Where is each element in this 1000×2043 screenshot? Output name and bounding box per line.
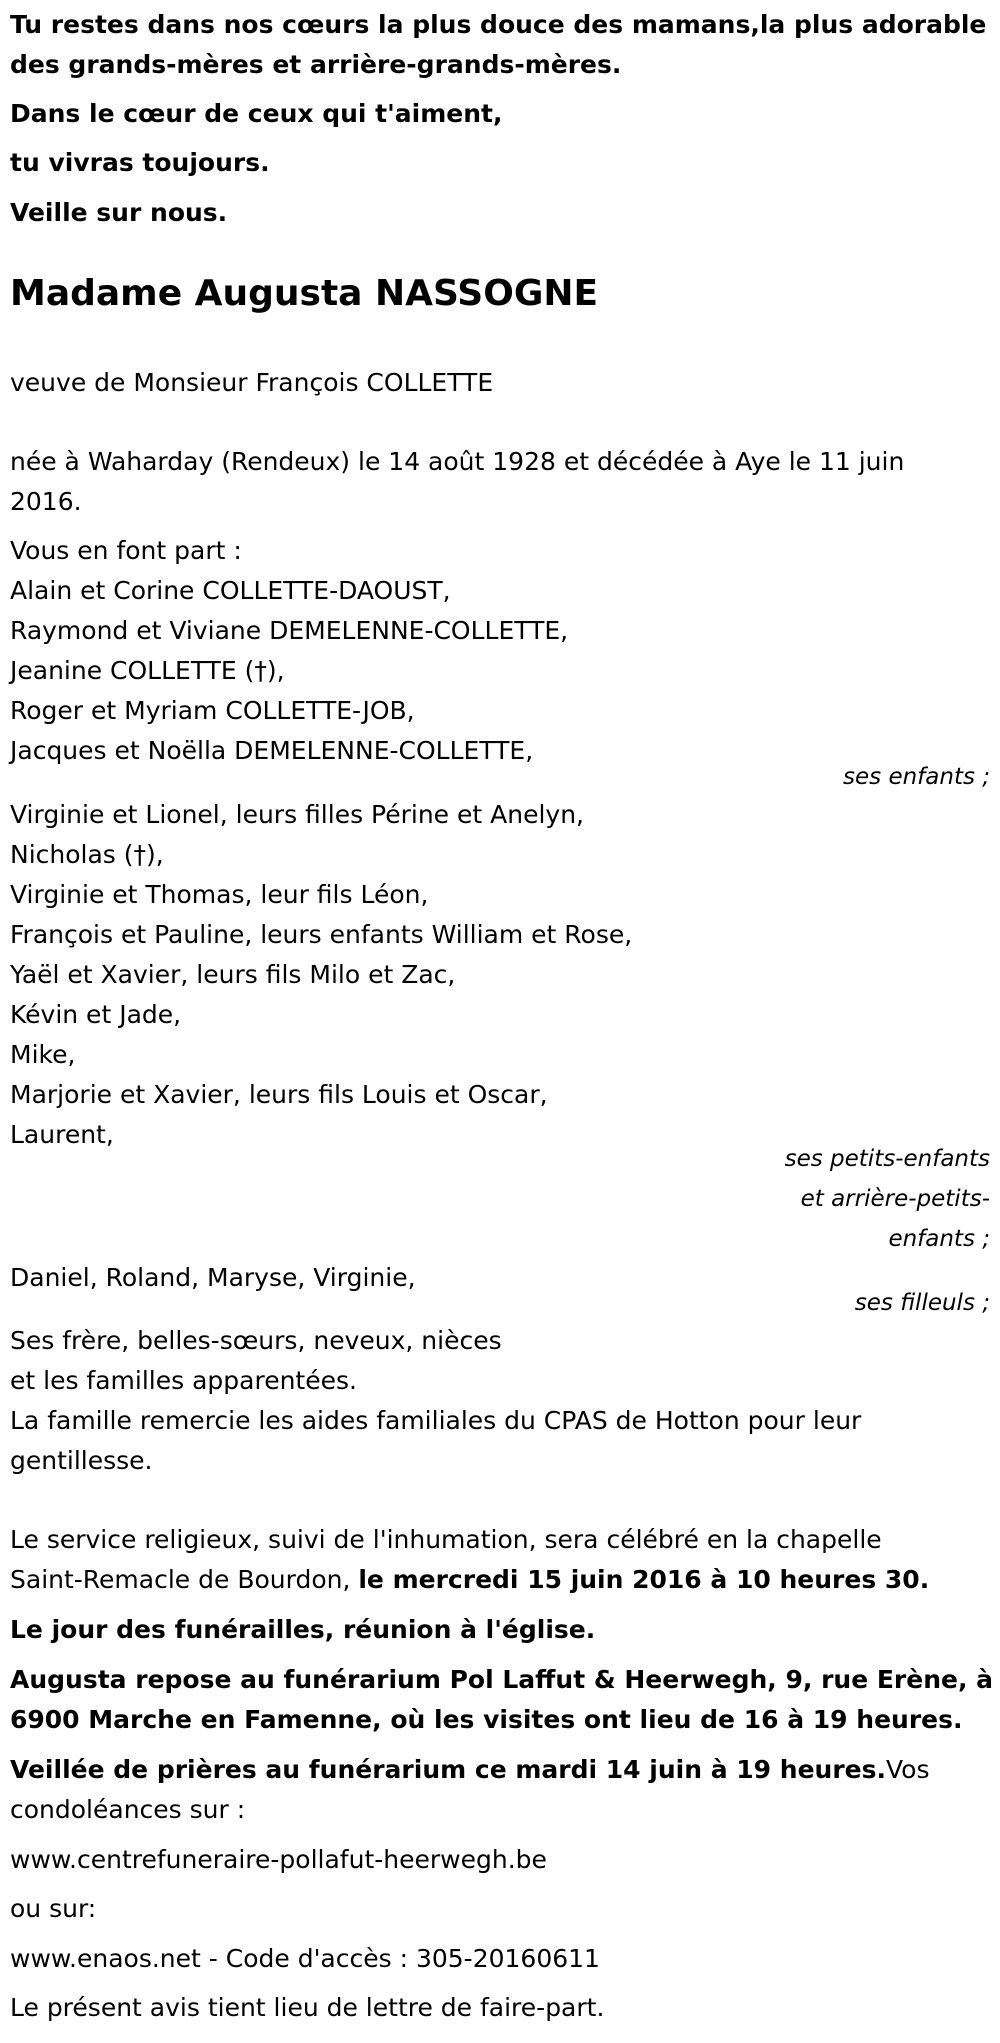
- service-line-3: Le jour des funérailles, réunion à l'église.: [10, 1615, 596, 1644]
- grandchild-item: Laurent,: [10, 1120, 114, 1149]
- page-title: Madame Augusta NASSOGNE: [10, 273, 599, 314]
- godchildren-line: Daniel, Roland, Maryse, Virginie,: [10, 1263, 416, 1292]
- grandchild-item: François et Pauline, leurs enfants William et Rose,: [10, 920, 633, 949]
- intro-line-2: des grands-mères et arrière-grands-mères.: [10, 50, 622, 79]
- intro-line-1: Tu restes dans nos cœurs la plus douce des mamans,la plus adorable: [10, 10, 987, 39]
- children-label: ses enfants ;: [843, 764, 990, 790]
- grandchild-item: Mike,: [10, 1040, 76, 1069]
- service-line-7: condoléances sur :: [10, 1795, 246, 1824]
- birth-line-1: née à Waharday (Rendeux) le 14 août 1928 et décédée à Aye le 11 juin: [10, 447, 905, 476]
- service-line-5: 6900 Marche en Famenne, où les visites ont lieu de 16 à 19 heures.: [10, 1705, 963, 1734]
- child-item: Jeanine COLLETTE (†),: [10, 656, 285, 685]
- service-line-4: Augusta repose au funérarium Pol Laffut & Heerwegh, 9, rue Erène, à: [10, 1665, 994, 1694]
- family-line-4: gentillesse.: [10, 1446, 153, 1475]
- grandchild-item: Nicholas (†),: [10, 840, 164, 869]
- godchildren-label: ses filleuls ;: [854, 1290, 990, 1316]
- grandchild-item: Yaël et Xavier, leurs fils Milo et Zac,: [10, 960, 456, 989]
- service-date-text: le mercredi 15 juin 2016 à 10 heures 30.: [358, 1565, 930, 1594]
- grandchildren-label-line-1: ses petits-enfants: [784, 1146, 990, 1172]
- grandchildren-label-line-3: enfants ;: [888, 1226, 990, 1252]
- announce-line: Vous en font part :: [10, 536, 242, 565]
- grandchild-item: Virginie et Thomas, leur fils Léon,: [10, 880, 429, 909]
- family-line-3: La famille remercie les aides familiales du CPAS de Hotton pour leur: [10, 1406, 862, 1435]
- grandchild-item: Virginie et Lionel, leurs filles Périne et Anelyn,: [10, 800, 584, 829]
- intro-line-3: Dans le cœur de ceux qui t'aiment,: [10, 99, 503, 128]
- child-item: Alain et Corine COLLETTE-DAOUST,: [10, 576, 451, 605]
- child-item: Roger et Myriam COLLETTE-JOB,: [10, 696, 415, 725]
- service-location-text: Saint-Remacle de Bourdon,: [10, 1565, 359, 1594]
- widow-line: veuve de Monsieur François COLLETTE: [10, 368, 494, 397]
- child-item: Raymond et Viviane DEMELENNE-COLLETTE,: [10, 616, 569, 645]
- condolences-intro-text: Vos: [886, 1755, 930, 1784]
- service-line-9: ou sur:: [10, 1894, 97, 1923]
- family-line-2: et les familles apparentées.: [10, 1366, 357, 1395]
- grandchildren-label-line-2: et arrière-petits-: [800, 1186, 990, 1212]
- family-line-1: Ses frère, belles-sœurs, neveux, nièces: [10, 1326, 502, 1355]
- condolences-link-1[interactable]: www.centrefuneraire-pollafut-heerwegh.be: [10, 1845, 547, 1874]
- service-line-2: [10, 1565, 929, 1595]
- service-line-6: [10, 1755, 929, 1785]
- birth-line-2: 2016.: [10, 487, 82, 516]
- intro-line-5: Veille sur nous.: [10, 198, 228, 227]
- condolences-link-2[interactable]: www.enaos.net - Code d'accès : 305-20160611: [10, 1944, 600, 1973]
- intro-line-4: tu vivras toujours.: [10, 148, 270, 177]
- grandchild-item: Kévin et Jade,: [10, 1000, 182, 1029]
- closing-line: Le présent avis tient lieu de lettre de faire-part.: [10, 1993, 605, 2022]
- vigil-text: Veillée de prières au funérarium ce mardi 14 juin à 19 heures.: [10, 1755, 886, 1784]
- service-line-1: Le service religieux, suivi de l'inhumation, sera célébré en la chapelle: [10, 1525, 882, 1554]
- grandchild-item: Marjorie et Xavier, leurs fils Louis et Oscar,: [10, 1080, 548, 1109]
- child-item: Jacques et Noëlla DEMELENNE-COLLETTE,: [10, 736, 534, 765]
